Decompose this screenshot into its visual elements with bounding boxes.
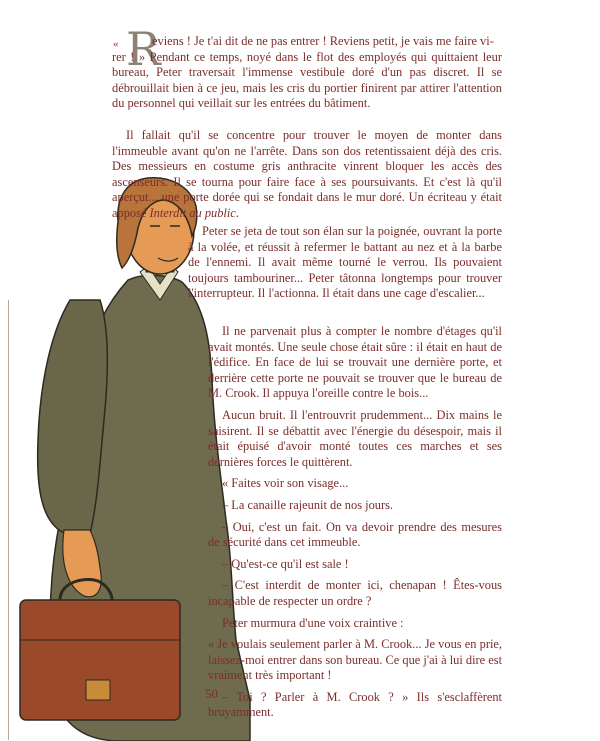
dialogue-8: – Toi ? Parler à M. Crook ? » Ils s'esclaffèrent bruyamment. (208, 689, 502, 720)
opening-first-line: eviens ! Je t'ai dit de ne pas entrer ! Reviens petit, je vais me faire vi- (152, 34, 494, 48)
dialogue-1: « Faites voir son visage... (222, 476, 349, 491)
sign-text: Interdit au public (149, 205, 236, 220)
page-number: 50 (205, 686, 218, 701)
paragraph-5: Aucun bruit. Il l'entrouvrit prudemment... Dix mains le saisirent. Il se débattit avec l'énergie du désespoir, mais il était épuisé d'avoir monté toutes ces marches et ses dernières forces le quittèrent. (208, 407, 502, 469)
dialogue-7: « Je voulais seulement parler à M. Crook... Je vous en prie, laissez-moi entrer dans son bureau. Ce que j'ai à lui dire est vraiment très important ! (208, 637, 503, 683)
paragraph-2-body: Il fallait qu'il se concentre pour trouver le moyen de monter dans l'immeuble avant qu'on ne l'arrête. Dans son dos retentissaient déjà des cris. Des messieurs en costume gris anthracite vinrent bloquer les accès des ascenseurs. Il se tourna pour faire face à ses poursuivants. Et c'est là qu'il aperçut... une porte dorée qui se fondait dans le mur doré. Un écriteau y était apposé Interdit au public. (112, 128, 502, 220)
briefcase (20, 600, 180, 720)
opening-quote-mark: « (113, 38, 119, 50)
dialogue-3: – Oui, c'est un fait. On va devoir prendre des mesures de sécurité dans cet immeuble. (208, 519, 502, 550)
paragraph-block (208, 324, 502, 727)
opening-rest: rer ! » Pendant ce temps, noyé dans le flot des employés qui quittaient leur bureau, Peter traversait l'immense vestibule doré d'un pas discret. Il se débrouillait bien à ce jeu, mais les cris du portier finirent par attirer l'attention du personnel qui veillait sur les entrées du bâtiment. (112, 49, 502, 111)
paragraph-3 (188, 224, 502, 308)
paragraph-4: Il ne parvenait plus à compter le nombre d'étages qu'il avait montés. Une seule chose était sûre : il était en haut de l'édifice. En face de lui se trouvait une dernière porte, et derrière cette porte ne pouvait se trouver que le bureau de M. Crook. Il appuya l'oreille contre le bois... (208, 324, 502, 401)
dialogue-2: – La canaille rajeunit de nos jours. (222, 497, 394, 512)
drop-cap-letter: R (126, 22, 161, 76)
opening-paragraph (112, 34, 502, 112)
briefcase-clasp (86, 680, 110, 700)
dialogue-6: Peter murmura d'une voix craintive : (222, 615, 404, 630)
dialogue-4: – Qu'est-ce qu'il est sale ! (222, 556, 349, 571)
paragraph-3-body: Peter se jeta de tout son élan sur la poignée, ouvrant la porte à la volée, et réussit à refermer le battant au nez et à la barbe de l'ennemi. Il avait même tourné le verrou. Ils pouvaient toujours tambouriner... Peter tâtonna longtemps pour trouver l'interrupteur. Il l'actionna. Il était dans une cage d'escalier... (188, 224, 502, 301)
dialogue-5: – C'est interdit de monter ici, chenapan ! Êtes-vous incapable de respecter un ordre ? (208, 578, 502, 608)
paragraph-2 (112, 128, 502, 228)
